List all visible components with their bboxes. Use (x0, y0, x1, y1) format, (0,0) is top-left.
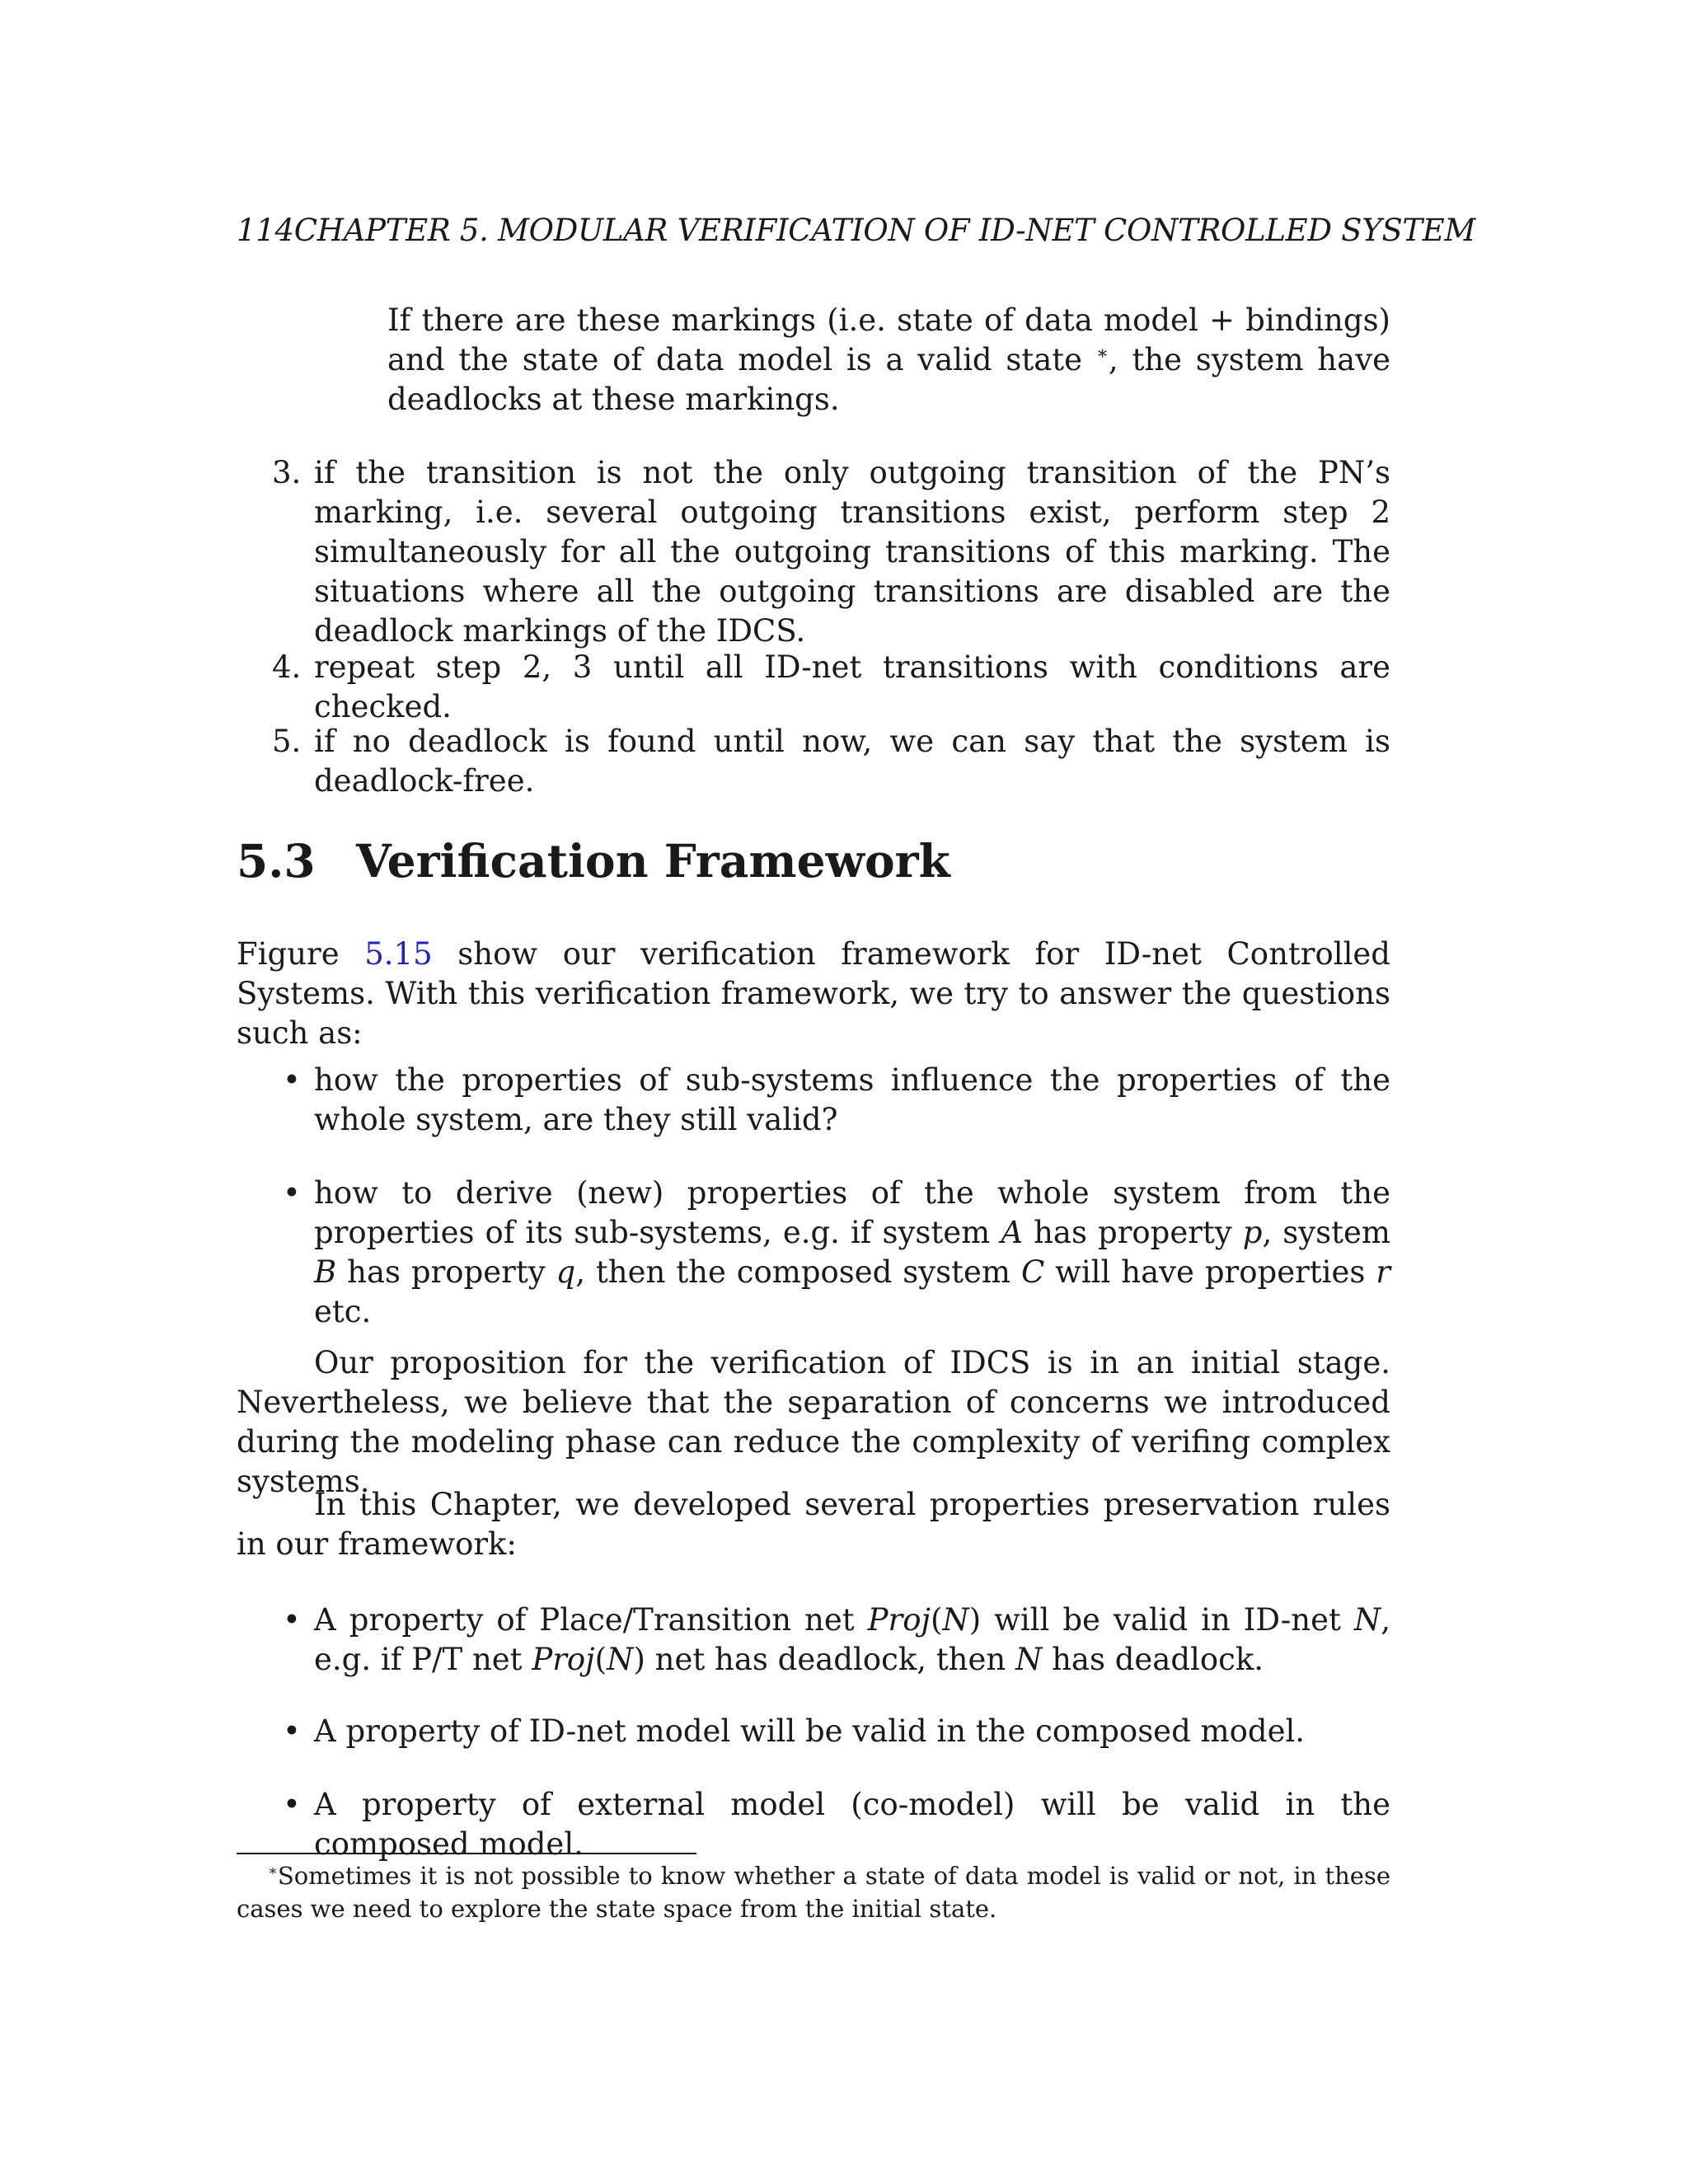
footnote-divider (237, 1853, 696, 1854)
bullet-icon: • (283, 1602, 301, 1638)
footnote-mark[interactable]: ∗ (1095, 342, 1109, 364)
step-text: if no deadlock is found until now, we can say that the system is deadlock-free. (314, 724, 1390, 799)
bullet-icon: • (283, 1713, 301, 1749)
footnote-text: Sometimes it is not possible to know whether a state of data model is valid or not, in these cases we need to explore the state space from the initial state. (237, 1862, 1390, 1923)
footnote-mark: ∗ (268, 1863, 278, 1880)
step-text: if the transition is not the only outgoing transition of the PN’s marking, i.e. several outgoing transitions exist, perform step 2 simultaneously for all the outgoing transitions of this marking. The situations where all the outgoing transitions are disabled are the deadlock markings of the IDCS. (314, 455, 1390, 649)
step-text: repeat step 2, 3 until all ID-net transitions with conditions are checked. (314, 649, 1390, 724)
section-number: 5.3 (237, 834, 316, 888)
figure-link[interactable]: 5.15 (364, 936, 433, 972)
chapter-title: CHAPTER 5. MODULAR VERIFICATION OF ID-NET CONTROLLED SYSTEM (293, 213, 1476, 248)
bullet-icon: • (283, 1787, 301, 1822)
continuation-paragraph: If there are these markings (i.e. state of data model + bindings) and the state of data model is a valid state ∗, the system have deadlocks at these markings. (387, 302, 1390, 417)
running-header (237, 213, 1475, 248)
paragraph-rules-intro: In this Chapter, we developed several properties preservation rules in our framework: (237, 1487, 1390, 1562)
page-number: 114 (237, 213, 294, 248)
intro-paragraph: Figure 5.15 show our verification framework for ID-net Controlled Systems. With this verification framework, we try to answer the questions such as: (237, 936, 1390, 1051)
paragraph-proposition: Our proposition for the verification of IDCS is in an initial stage. Nevertheless, we believe that the separation of concerns we introduced during the modeling phase can reduce the complexity of verifing complex systems. (237, 1345, 1390, 1499)
footnote (237, 1859, 1390, 1925)
step-number: 3. (272, 455, 302, 490)
bullet-icon: • (283, 1062, 301, 1098)
bullet-icon: • (283, 1175, 301, 1211)
document-page: 114CHAPTER 5. MODULAR VERIFICATION OF ID-NET CONTROLLED SYSTEM If there are these markings (i.e. state of data model + bindings) and the state of data model is a valid state ∗, the system have deadlocks at these markings. 3. if the transition is not the only outgoing transition of the PN’s marking, i.e. several outgoing transitions exist, perform step 2 simultaneously for all the outgoing transitions of this marking. The situations where all the outgoing transitions are disabled are the deadlock markings of the IDCS. 4. repeat step 2, 3 until all ID-net transitions with conditions are checked. 5. if no deadlock is found until now, we can say that the system is deadlock-free. 5.3 Verification Framework Figure 5.15 show our verification framework for ID-net Controlled Systems. With this verification framework, we try to answer the questions such as: • how the properties of sub-systems influence the properties of the whole system, are they still valid? • how to derive (new) properties of the whole system from the properties of its sub-systems, e.g. if system A has property p, system B has property q, then the composed system C will have properties r etc. Our proposition for the verification of IDCS is in an initial stage. Nevertheless, we believe that the separation of concerns we introduced during the modeling phase can reduce the complexity of verifing complex systems. In this Chapter, we developed several properties preservation rules in our framework: • A property of Place/Transition net Proj(N) will be valid in ID-net N, e.g. if P/T net Proj(N) net has deadlock, then N has deadlock. • A property of ID-net model will be valid in the composed model. • A property of external model (co-model) will be valid in the composed model. ∗Sometimes it is not possible to know whether a state of data model is valid or not, in these cases we need to explore the state space from the initial state. (0, 0, 1688, 2184)
step-number: 4. (272, 649, 302, 685)
step-number: 5. (272, 724, 302, 759)
section-title: Verification Framework (356, 834, 950, 888)
section-heading (237, 834, 950, 888)
